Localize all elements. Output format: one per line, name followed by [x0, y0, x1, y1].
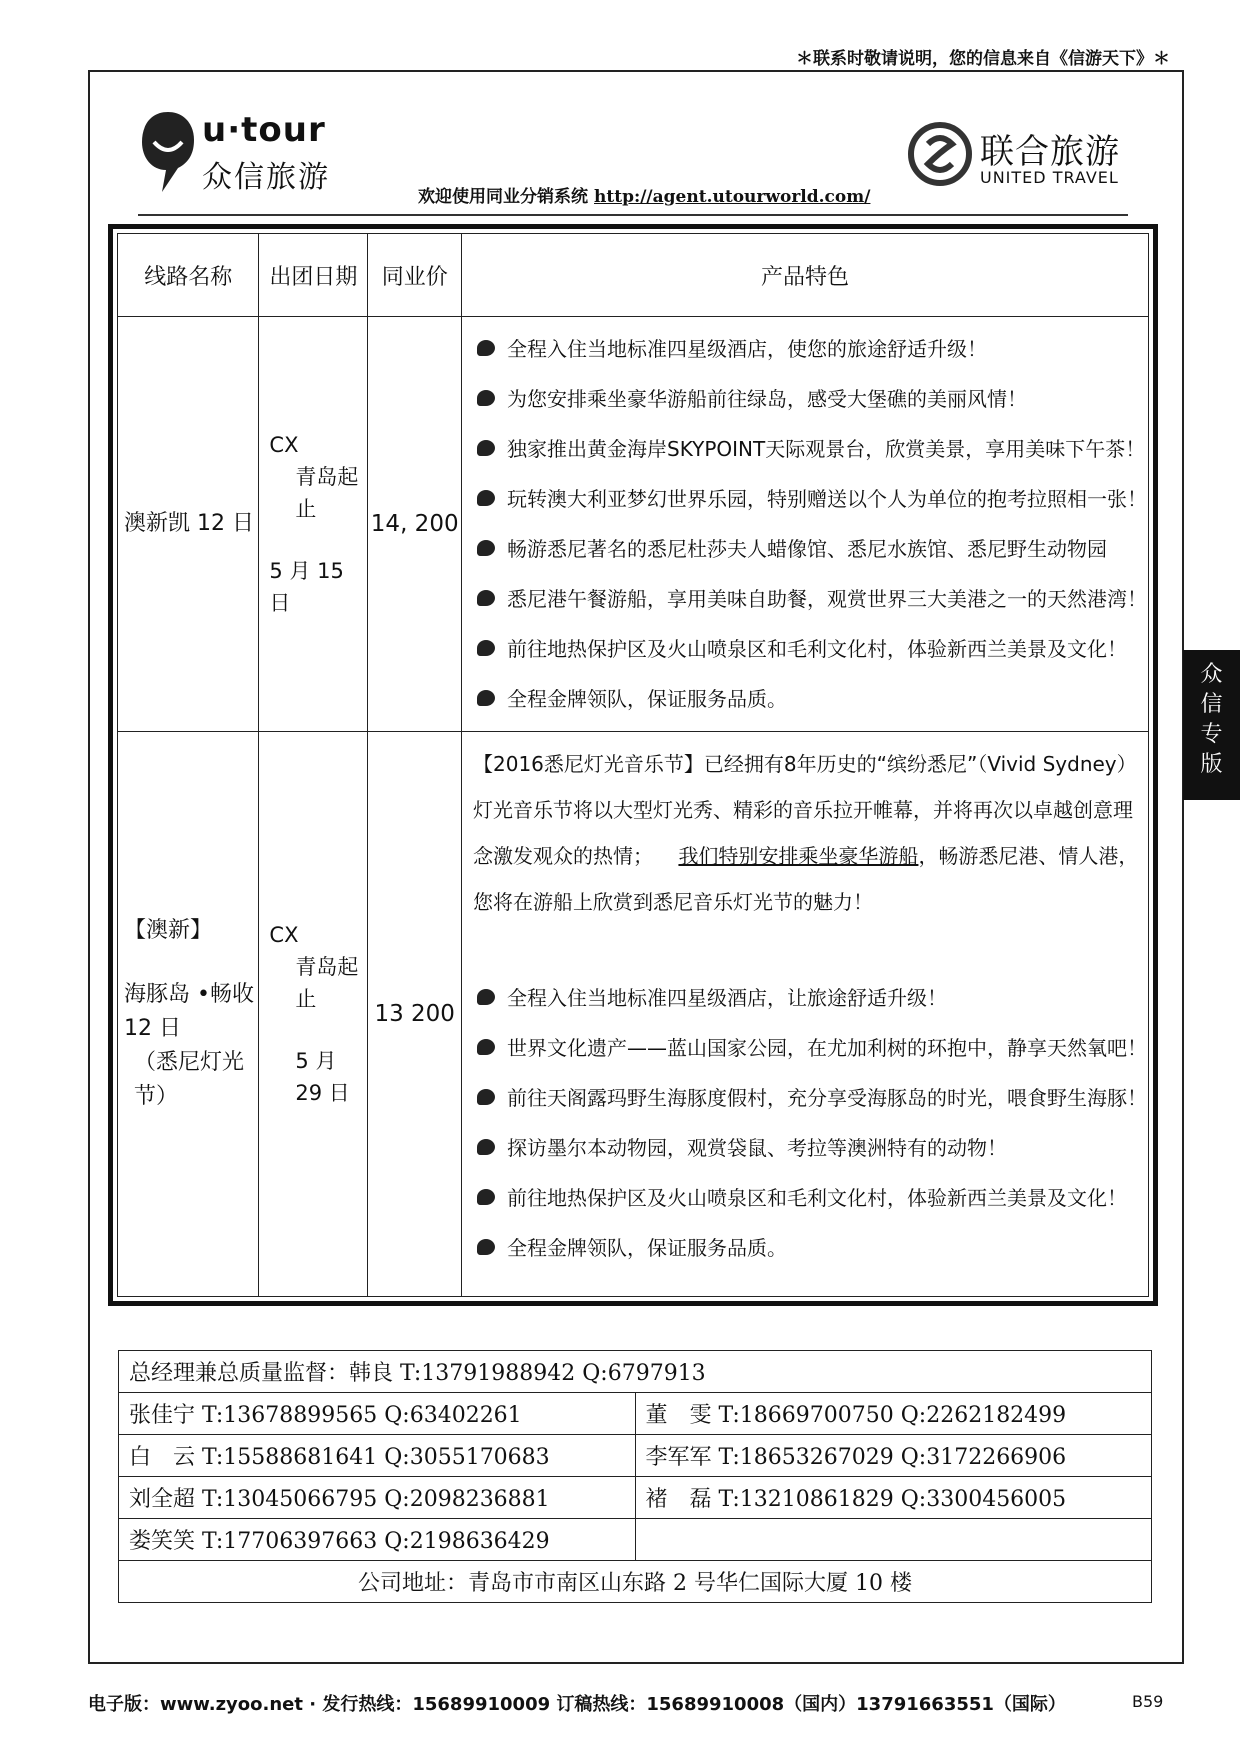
contact-entry: 褚 磊 T:13210861829 Q:3300456005	[635, 1477, 1152, 1519]
airline-code: CX	[269, 923, 299, 947]
contact-entry: 白 云 T:15588681641 Q:3055170683	[119, 1435, 636, 1477]
list-item: 全程入住当地标准四星级酒店，让旅途舒适升级！	[473, 973, 1147, 1023]
column-header: 产品特色	[462, 234, 1149, 317]
route-name: 澳新凯 12 日	[118, 317, 259, 732]
page-frame	[88, 70, 1184, 1664]
list-item: 全程金牌领队，保证服务品质。	[473, 1223, 1147, 1273]
footer-contact: 电子版：www.zyoo.net · 发行热线：15689910009 订稿热线：15689910008（国内）13791663551（国际）	[88, 1694, 1066, 1715]
list-item: 为您安排乘坐豪华游船前往绿岛，感受大堡礁的美丽风情！	[473, 374, 1147, 424]
manager-contact: 总经理兼总质量监督：韩良 T:13791988942 Q:6797913	[119, 1351, 1152, 1393]
route-subtitle: （悉尼灯光节）	[134, 1050, 245, 1109]
bubble-bullet-icon	[477, 540, 495, 556]
table-row	[118, 732, 1149, 1297]
features-cell	[462, 732, 1149, 1297]
bubble-bullet-icon	[477, 1139, 495, 1155]
table-row	[119, 1561, 1152, 1603]
side-tab-label: 众信专版	[1200, 662, 1223, 777]
bubble-bullet-icon	[477, 989, 495, 1005]
list-item: 世界文化遗产——蓝山国家公园，在尤加利树的环抱中，静享天然氧吧！	[473, 1023, 1147, 1073]
contact-entry: 董 雯 T:18669700750 Q:2262182499	[635, 1393, 1152, 1435]
festival-intro: 【2016悉尼灯光音乐节】已经拥有8年历史的“缤纷悉尼”（Vivid Sydney）灯光音乐节将以大型灯光秀、精彩的音乐拉开帷幕，并将再次以卓越创意理念激发观众的热情； 我们特别安排乘坐豪华游船，畅游悉尼港、情人港，您将在游船上欣赏到悉尼音乐灯光节的魅力！	[473, 752, 1139, 914]
page-header	[138, 102, 1128, 216]
column-header: 线路名称	[118, 234, 259, 317]
agent-url-link[interactable]: http://agent.utourworld.com/	[594, 187, 871, 207]
utour-logo	[138, 108, 338, 198]
list-item: 全程入住当地标准四星级酒店，使您的旅途舒适升级！	[473, 324, 1147, 374]
bubble-bullet-icon	[477, 640, 495, 656]
table-row	[119, 1393, 1152, 1435]
contact-entry	[635, 1519, 1152, 1561]
source-notice: ＊联系时敬请说明，您的信息来自《信游天下》＊	[796, 49, 1170, 69]
contact-entry: 张佳宁 T:13678899565 Q:63402261	[119, 1393, 636, 1435]
list-item: 前往天阁露玛野生海豚度假村，充分享受海豚岛的时光，喂食野生海豚！	[473, 1073, 1147, 1123]
list-item: 前往地热保护区及火山喷泉区和毛利文化村，体验新西兰美景及文化！	[473, 624, 1147, 674]
departure-date: 5 月 29 日	[295, 1049, 350, 1105]
partner-name-en: UNITED TRAVEL	[980, 168, 1119, 187]
welcome-text	[418, 182, 870, 207]
bubble-bullet-icon	[477, 1189, 495, 1205]
partner-name-cn: 联合旅游	[980, 132, 1120, 172]
table-row	[119, 1351, 1152, 1393]
trade-price: 14, 200	[368, 317, 462, 732]
bubble-bullet-icon	[477, 490, 495, 506]
cruise-highlight: 我们特别安排乘坐豪华游船	[678, 844, 919, 868]
routes-table-frame	[108, 224, 1158, 1306]
bubble-bullet-icon	[477, 340, 495, 356]
column-header: 出团日期	[259, 234, 368, 317]
contact-entry: 李军军 T:18653267029 Q:3172266906	[635, 1435, 1152, 1477]
company-address: 公司地址：青岛市市南区山东路 2 号华仁国际大厦 10 楼	[119, 1561, 1152, 1603]
column-header: 同业价	[368, 234, 462, 317]
list-item: 全程金牌领队，保证服务品质。	[473, 674, 1147, 724]
route-name: 海豚岛 •畅收 12 日	[124, 982, 254, 1041]
bubble-bullet-icon	[477, 440, 495, 456]
origin-city: 青岛起止	[295, 955, 359, 1011]
origin-city: 青岛起止	[295, 465, 359, 521]
united-travel-emblem-icon	[908, 122, 972, 186]
bubble-bullet-icon	[477, 390, 495, 406]
list-item: 探访墨尔本动物园，观赏袋鼠、考拉等澳洲特有的动物！	[473, 1123, 1147, 1173]
contact-entry: 娄笑笑 T:17706397663 Q:2198636429	[119, 1519, 636, 1561]
feature-list	[463, 967, 1147, 1279]
feature-list	[463, 318, 1147, 730]
brand-name: u·tour	[202, 110, 326, 150]
list-item: 畅游悉尼著名的悉尼杜莎夫人蜡像馆、悉尼水族馆、悉尼野生动物园	[473, 524, 1147, 574]
contacts-table	[118, 1350, 1152, 1603]
bubble-bullet-icon	[477, 1239, 495, 1255]
table-header-row	[118, 234, 1149, 317]
route-name-cell	[118, 732, 259, 1297]
bubble-bullet-icon	[477, 1089, 495, 1105]
table-row	[119, 1435, 1152, 1477]
bubble-bullet-icon	[477, 1039, 495, 1055]
airline-code: CX	[269, 433, 299, 457]
speech-bubble-icon	[138, 108, 198, 198]
route-region: 【澳新】	[124, 918, 213, 943]
routes-table	[117, 233, 1149, 1297]
departure-date: 5 月 15 日	[269, 559, 344, 615]
list-item: 前往地热保护区及火山喷泉区和毛利文化村，体验新西兰美景及文化！	[473, 1173, 1147, 1223]
list-item: 独家推出黄金海岸SKYPOINT天际观景台，欣赏美景，享用美味下午茶！	[473, 424, 1147, 474]
trade-price: 13 200	[368, 732, 462, 1297]
table-row	[118, 317, 1149, 732]
features-cell	[462, 317, 1149, 732]
united-travel-logo	[908, 122, 1128, 202]
brand-name-cn: 众信旅游	[202, 160, 330, 195]
contact-entry: 刘全超 T:13045066795 Q:2098236881	[119, 1477, 636, 1519]
list-item: 悉尼港午餐游船，享用美味自助餐，观赏世界三大美港之一的天然港湾！	[473, 574, 1147, 624]
departure-cell	[259, 317, 368, 732]
bubble-bullet-icon	[477, 590, 495, 606]
list-item: 玩转澳大利亚梦幻世界乐园，特别赠送以个人为单位的抱考拉照相一张！	[473, 474, 1147, 524]
welcome-label: 欢迎使用同业分销系统	[418, 187, 588, 207]
page-number: B59	[1132, 1692, 1164, 1711]
departure-cell	[259, 732, 368, 1297]
side-tab	[1183, 650, 1240, 800]
bubble-bullet-icon	[477, 690, 495, 706]
table-row	[119, 1477, 1152, 1519]
table-row	[119, 1519, 1152, 1561]
